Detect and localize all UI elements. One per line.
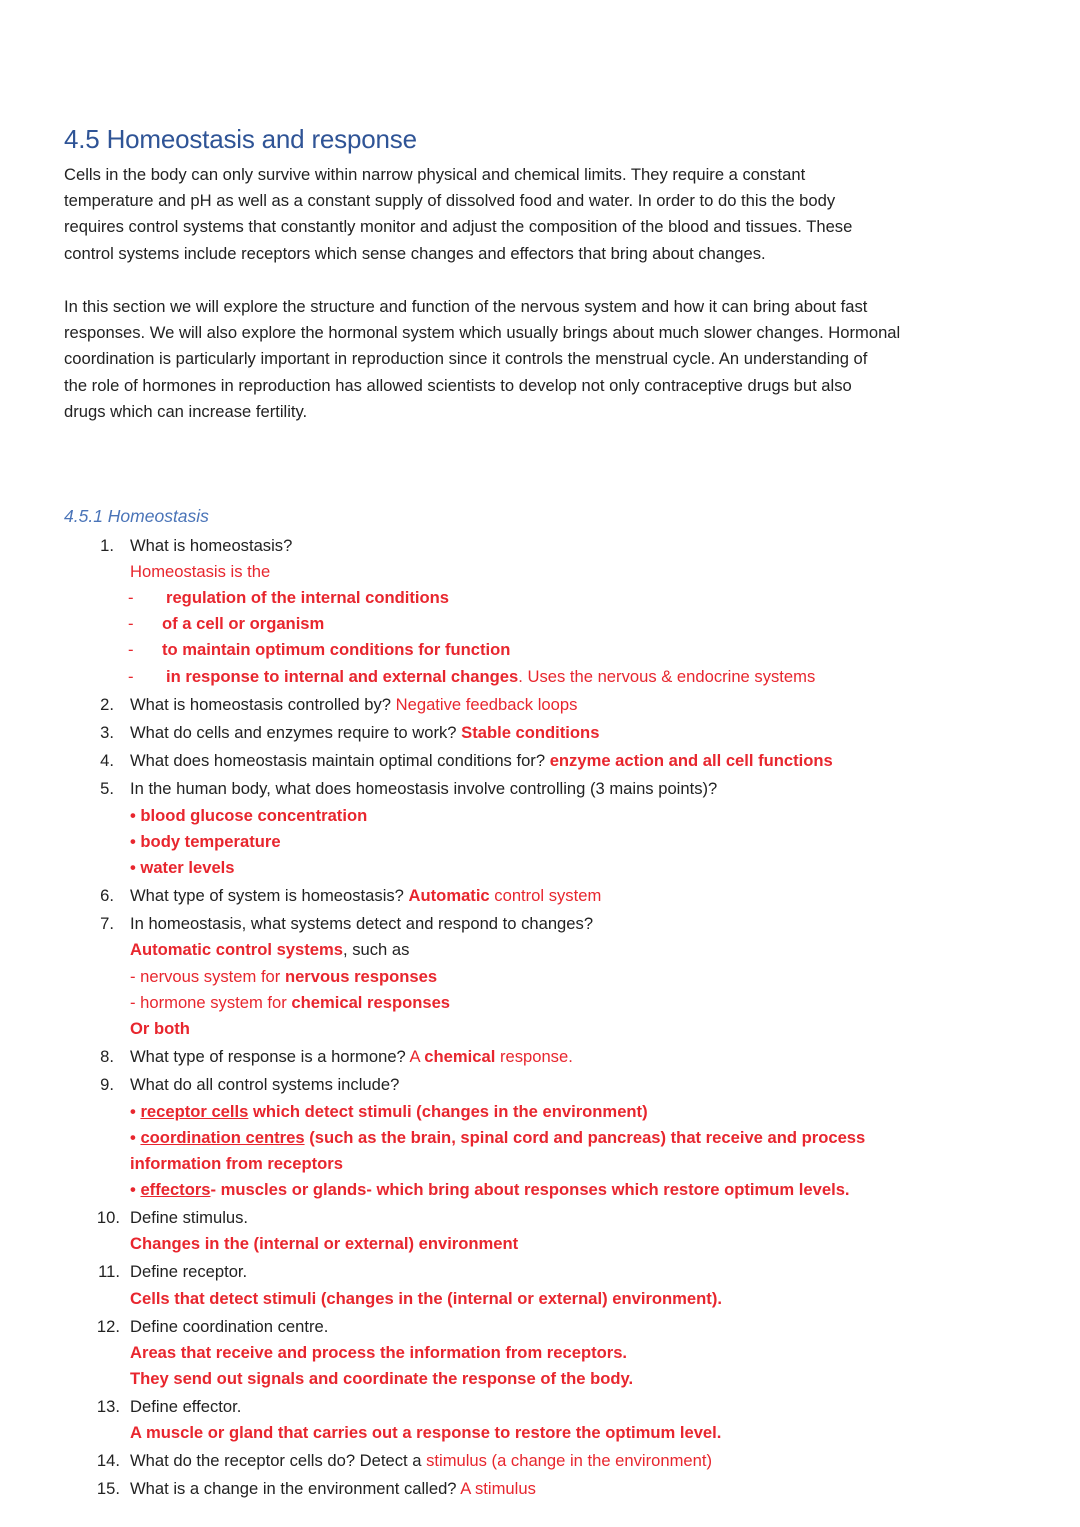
answer-bullet bbox=[130, 1101, 648, 1123]
answer-bold: nervous responses bbox=[284, 967, 438, 986]
question-number: 13. bbox=[96, 1397, 120, 1416]
question-number: 1. bbox=[100, 536, 114, 555]
bullet-text: in response to internal and external changes bbox=[166, 667, 519, 686]
answer: A bbox=[409, 1047, 420, 1066]
answer-line: Or both bbox=[130, 1019, 190, 1038]
answer-bold: Automatic control systems bbox=[130, 940, 344, 959]
bullet-dot: • bbox=[130, 1128, 136, 1147]
question-text: Define stimulus. bbox=[130, 1208, 249, 1227]
bullet-tail: . Uses the nervous & endocrine systems bbox=[518, 667, 816, 686]
subsection-title: 4.5.1 Homeostasis bbox=[64, 506, 209, 526]
overview-line: coordination is particularly important in reproduction since it controls the menstrual cycle. An understanding of bbox=[64, 349, 868, 369]
answer-bullet: • water levels bbox=[130, 858, 235, 877]
question-text: What type of system is homeostasis? bbox=[130, 886, 404, 905]
bullet-dot: • bbox=[130, 1180, 136, 1199]
answer: Stable conditions bbox=[461, 723, 600, 742]
question-number: 12. bbox=[96, 1317, 120, 1336]
question-text: What is homeostasis controlled by? bbox=[130, 695, 392, 714]
answer: stimulus (a change in the environment) bbox=[426, 1451, 713, 1470]
intro-line: requires control systems that constantly monitor and adjust the composition of the blood and tissues. These bbox=[64, 217, 853, 237]
question-number: 4. bbox=[100, 751, 114, 770]
question-text: Define receptor. bbox=[130, 1262, 248, 1281]
question-text: Define coordination centre. bbox=[130, 1317, 329, 1336]
answer: A muscle or gland that carries out a response to restore the optimum level. bbox=[130, 1423, 722, 1442]
dash-marker: - bbox=[128, 614, 134, 633]
question-text: What type of response is a hormone? bbox=[130, 1047, 406, 1066]
question-number: 8. bbox=[100, 1047, 114, 1066]
question-text: In the human body, what does homeostasis involve controlling (3 mains points)? bbox=[130, 779, 718, 798]
answer-bold: chemical bbox=[424, 1047, 496, 1066]
answer-bullet bbox=[130, 1127, 865, 1149]
question-text: What do the receptor cells do? Detect a bbox=[130, 1451, 422, 1470]
answer-bullet bbox=[128, 639, 511, 661]
answer-line bbox=[130, 966, 437, 988]
answer-bullet bbox=[128, 613, 325, 635]
answer: Negative feedback loops bbox=[395, 695, 578, 714]
question-text: What do all control systems include? bbox=[130, 1075, 400, 1094]
answer-rest: , such as bbox=[343, 940, 410, 959]
answer-bullet: • blood glucose concentration bbox=[130, 806, 368, 825]
question-number: 10. bbox=[96, 1208, 120, 1227]
answer-bold: chemical responses bbox=[291, 993, 451, 1012]
bullet-text: of a cell or organism bbox=[162, 614, 325, 633]
answer-intro: Homeostasis is the bbox=[130, 562, 271, 581]
answer: control system bbox=[494, 886, 602, 905]
answer-bold: Automatic bbox=[408, 886, 490, 905]
question-number: 14. bbox=[96, 1451, 120, 1470]
question-number: 11. bbox=[98, 1262, 120, 1281]
dash-marker: - bbox=[128, 640, 134, 659]
question-text: What is a change in the environment called? bbox=[130, 1479, 457, 1498]
question-text: What does homeostasis maintain optimal conditions for? bbox=[130, 751, 546, 770]
question-text: Define effector. bbox=[130, 1397, 242, 1416]
answer-text: - nervous system for bbox=[130, 967, 281, 986]
bullet-dot: • bbox=[130, 1102, 136, 1121]
intro-line: control systems include receptors which sense changes and effectors that bring about changes. bbox=[64, 243, 766, 263]
bullet-text: which detect stimuli (changes in the environment) bbox=[252, 1102, 648, 1121]
answer: Changes in the (internal or external) environment bbox=[130, 1234, 519, 1253]
question-number: 5. bbox=[100, 779, 114, 798]
bullet-text: (such as the brain, spinal cord and pancreas) that receive and process bbox=[309, 1128, 866, 1147]
answer-bullet bbox=[128, 666, 816, 688]
answer-bullet: • body temperature bbox=[130, 832, 281, 851]
question-number: 15. bbox=[96, 1479, 120, 1498]
question-number: 6. bbox=[100, 886, 114, 905]
answer: Areas that receive and process the information from receptors. bbox=[130, 1343, 628, 1362]
question-number: 7. bbox=[100, 914, 114, 933]
overview-line: responses. We will also explore the hormonal system which usually brings about much slower changes. Hormonal bbox=[64, 323, 901, 343]
question-number: 3. bbox=[100, 723, 114, 742]
question-text: What do cells and enzymes require to work? bbox=[130, 723, 457, 742]
answer: A stimulus bbox=[460, 1479, 536, 1498]
overview-line: the role of hormones in reproduction has allowed scientists to develop not only contraceptive drugs but also bbox=[64, 375, 852, 395]
question-number: 9. bbox=[100, 1075, 114, 1094]
bullet-text: - muscles or glands- which bring about responses which restore optimum levels. bbox=[210, 1180, 850, 1199]
question-number: 2. bbox=[100, 695, 114, 714]
answer: They send out signals and coordinate the response of the body. bbox=[130, 1369, 634, 1388]
answer-bullet bbox=[128, 587, 450, 609]
dash-marker: - bbox=[128, 588, 134, 607]
question-text: In homeostasis, what systems detect and respond to changes? bbox=[130, 914, 594, 933]
overview-line: In this section we will explore the structure and function of the nervous system and how it can bring about fast bbox=[64, 297, 868, 316]
intro-paragraph bbox=[64, 162, 1024, 267]
answer: response. bbox=[499, 1047, 573, 1066]
answer: Cells that detect stimuli (changes in the (internal or external) environment). bbox=[130, 1289, 722, 1308]
dash-marker: - bbox=[128, 667, 134, 686]
answer-line bbox=[130, 992, 450, 1014]
bullet-text: regulation of the internal conditions bbox=[166, 588, 450, 607]
section-title: 4.5 Homeostasis and response bbox=[64, 124, 417, 154]
answer-bullet bbox=[130, 1179, 850, 1201]
answer-line bbox=[130, 939, 409, 961]
intro-line: Cells in the body can only survive within narrow physical and chemical limits. They require a constant bbox=[64, 165, 806, 184]
bullet-text: to maintain optimum conditions for function bbox=[162, 640, 511, 659]
overview-line: drugs which can increase fertility. bbox=[64, 401, 308, 421]
question-text: What is homeostasis? bbox=[130, 536, 293, 555]
overview-paragraph bbox=[64, 294, 1024, 425]
term-effectors: effectors bbox=[140, 1180, 211, 1199]
term-receptor-cells: receptor cells bbox=[140, 1102, 249, 1121]
term-coordination-centres: coordination centres bbox=[140, 1128, 305, 1147]
bullet-continuation: information from receptors bbox=[130, 1154, 343, 1173]
intro-line: temperature and pH as well as a constant supply of dissolved food and water. In order to do this the body bbox=[64, 191, 836, 211]
answer: enzyme action and all cell functions bbox=[549, 751, 833, 770]
answer-text: - hormone system for bbox=[130, 993, 287, 1012]
